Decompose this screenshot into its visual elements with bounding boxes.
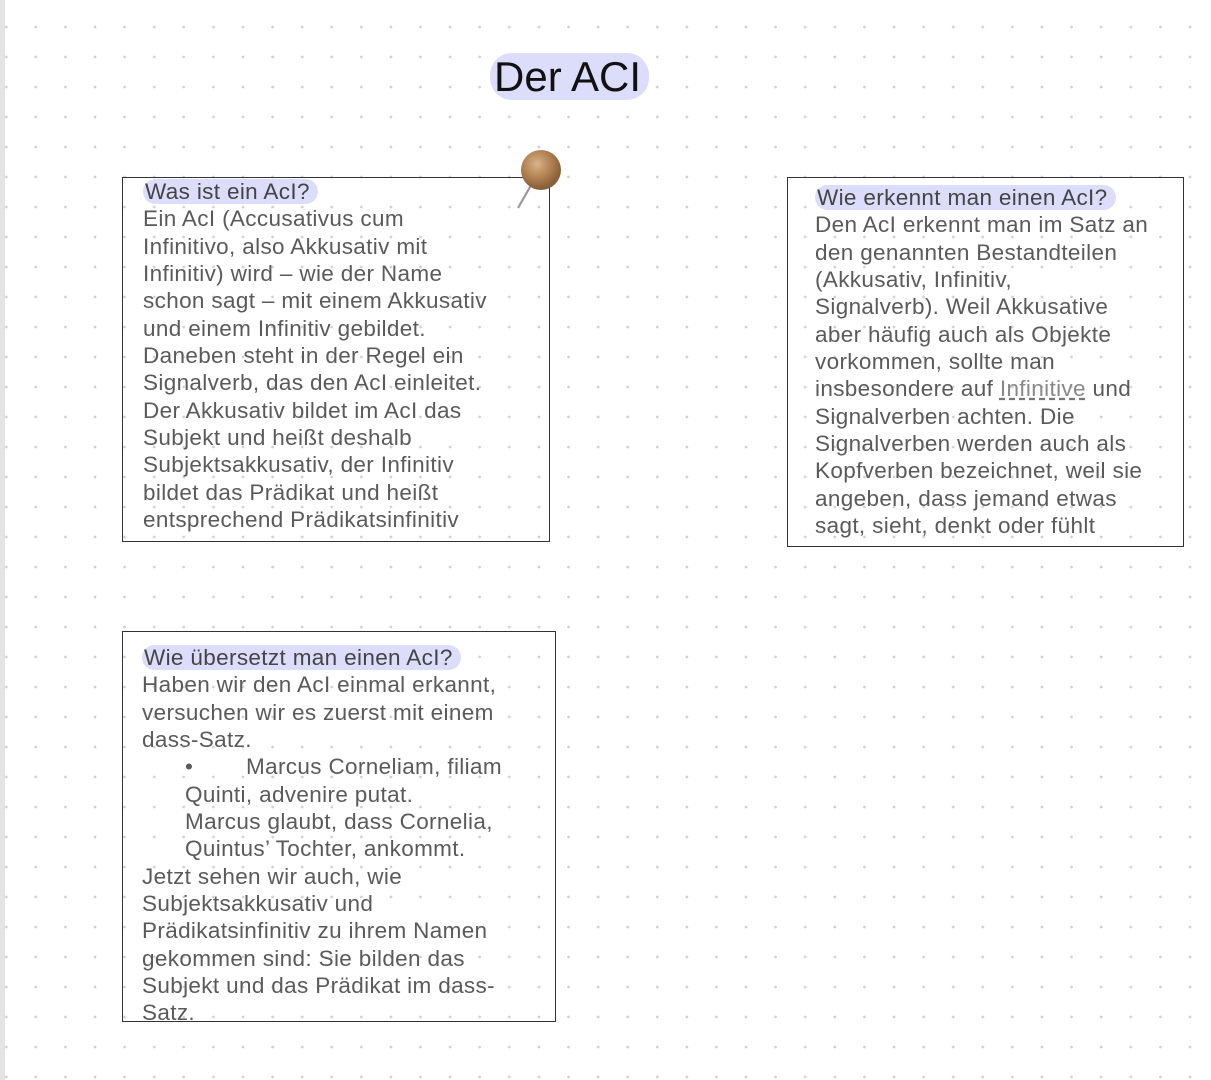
text-line: Kopfverben bezeichnet, weil sie	[815, 458, 1143, 484]
text-line: Daneben steht in der Regel ein	[143, 343, 464, 369]
card-heading-text: Was ist ein AcI?	[143, 179, 318, 204]
card-heading-text: Wie erkennt man einen AcI?	[815, 185, 1116, 210]
bullet-line: Marcus glaubt, dass Cornelia,	[185, 809, 493, 835]
text-line: dass-Satz.	[142, 727, 252, 753]
text-line: Prädikatsinfinitiv zu ihrem Namen	[142, 918, 488, 944]
text-line: (Akkusativ, Infinitiv,	[815, 267, 1012, 293]
card-heading-text: Wie übersetzt man einen AcI?	[142, 645, 461, 670]
text-line: Infinitivo, also Akkusativ mit	[143, 233, 428, 259]
text-line: insbesondere auf Infinitive und	[815, 376, 1132, 402]
text-line: den genannten Bestandteilen	[815, 239, 1118, 265]
text-line: Ein AcI (Accusativus cum	[143, 206, 404, 232]
text-line: Subjektsakkusativ und	[142, 891, 374, 917]
text-line: Signalverb, das den AcI einleitet.	[143, 370, 482, 396]
text-line: und einem Infinitiv gebildet.	[143, 315, 426, 341]
text-line: Haben wir den AcI einmal erkannt,	[142, 672, 497, 698]
page-title-text: Der ACI	[490, 53, 649, 100]
text-line: Subjekt und das Prädikat im dass-	[142, 973, 495, 999]
text-line: schon sagt – mit einem Akkusativ	[143, 288, 487, 314]
spellcheck-word[interactable]: Infinitive	[999, 376, 1086, 402]
text-line: Subjektsakkusativ, der Infinitiv	[143, 452, 454, 478]
text-line: aber häufig auch als Objekte	[815, 321, 1112, 347]
card-was-ist[interactable]	[122, 177, 550, 542]
text-line: angeben, dass jemand etwas	[815, 485, 1117, 511]
bullet-line: • Marcus Corneliam, filiam	[142, 753, 502, 780]
card-heading	[142, 644, 502, 671]
pushpin-icon	[512, 148, 564, 212]
text-line: entsprechend Prädikatsinfinitiv	[143, 507, 460, 533]
card-wie-erkennt[interactable]	[787, 177, 1184, 547]
text-line: Subjekt und heißt deshalb	[143, 425, 412, 451]
text-line: bildet das Prädikat und heißt	[143, 479, 439, 505]
page-title	[490, 52, 649, 102]
bullet-line: Quinti, advenire putat.	[185, 781, 414, 807]
card-heading	[143, 178, 487, 205]
text-line: Satz.	[142, 1000, 196, 1026]
text-line: vorkommen, sollte man	[815, 349, 1055, 375]
card-content	[143, 178, 487, 533]
card-content	[142, 644, 502, 1027]
text-line: Signalverb). Weil Akkusative	[815, 294, 1109, 320]
text-line: Jetzt sehen wir auch, wie	[142, 863, 403, 889]
text-line: Den AcI erkennt man im Satz an	[815, 212, 1149, 238]
window-edge	[0, 0, 5, 1080]
text-line: Signalverben werden auch als	[815, 431, 1127, 457]
bullet-line: Quintus’ Tochter, ankommt.	[185, 836, 466, 862]
text-line: Signalverben achten. Die	[815, 403, 1075, 429]
card-wie-uebersetzt[interactable]	[122, 631, 556, 1026]
text-line: gekommen sind: Sie bilden das	[142, 945, 465, 971]
text-line: Infinitiv) wird – wie der Name	[143, 261, 443, 287]
text-line: Der Akkusativ bildet im AcI das	[143, 397, 462, 423]
text-line: sagt, sieht, denkt oder fühlt	[815, 513, 1096, 539]
card-content	[815, 184, 1148, 539]
card-heading	[815, 184, 1148, 211]
text-line: versuchen wir es zuerst mit einem	[142, 699, 494, 725]
